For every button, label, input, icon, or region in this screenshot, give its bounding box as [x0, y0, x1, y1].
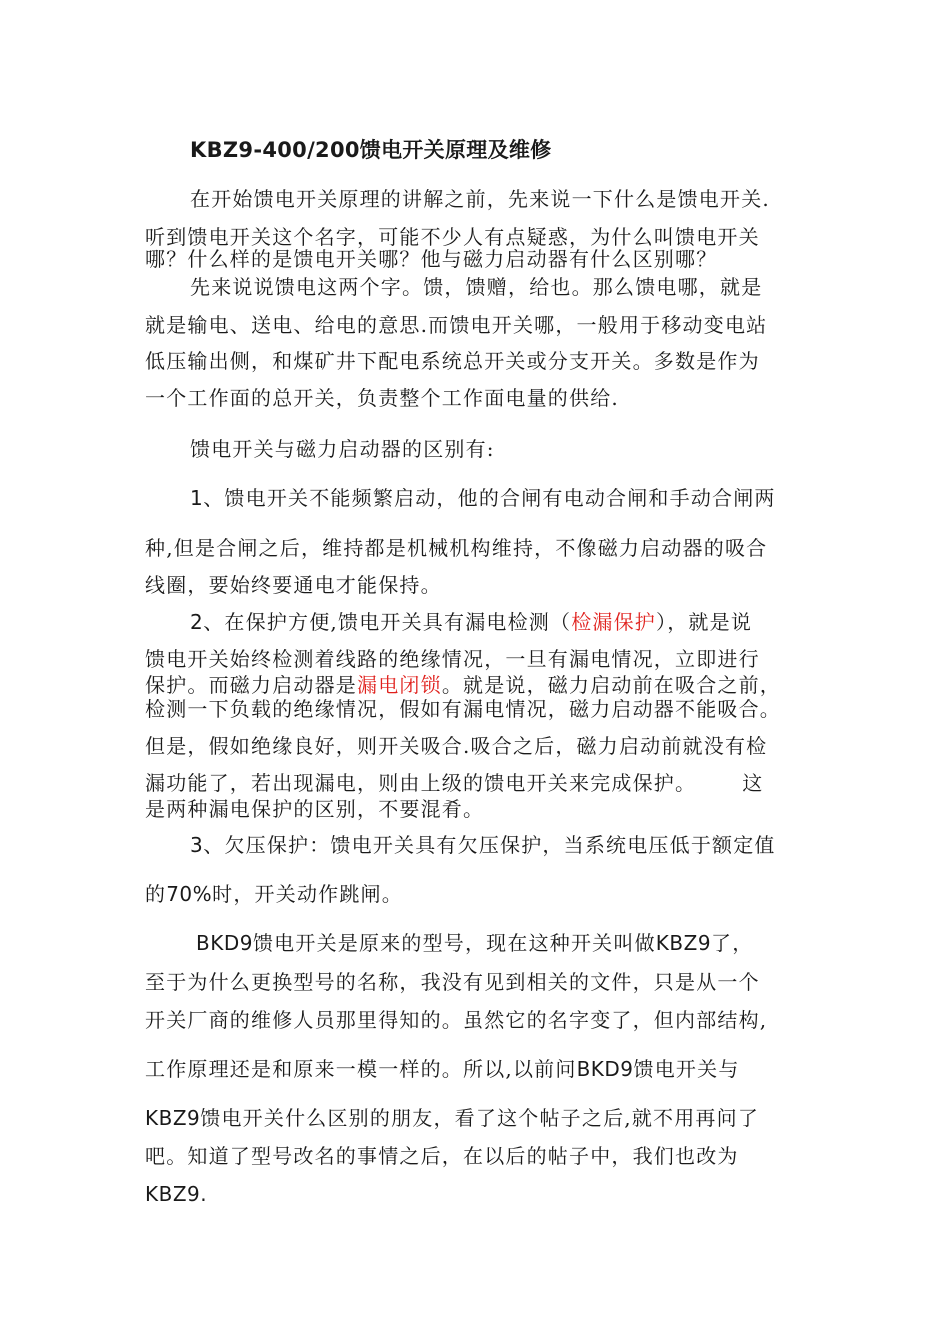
paragraph-4-line-7 — [145, 1182, 207, 1206]
paragraph-4-line-2: 至于为什么更换型号的名称，我没有见到相关的文件，只是从一个 — [145, 970, 760, 994]
paragraph-4-line-5-text: 馈电开关什么区别的朋友，看了这个帖子之后,就不用再问了 — [200, 1106, 760, 1130]
paragraph-4-line-1-text-b: 了， — [711, 931, 754, 955]
item-2-line-3-text-a: 保护。而磁力启动器是 — [145, 673, 357, 697]
paragraph-4-line-3: 开关厂商的维修人员那里得知的。虽然它的名字变了，但内部结构, — [145, 1008, 768, 1032]
model-bkd9: BKD9 — [196, 931, 253, 955]
paragraph-2-line-2: 就是输电、送电、给电的意思.而馈电开关哪，一般用于移动变电站 — [145, 313, 768, 337]
item-2-line-4: 检测一下负载的绝缘情况，假如有漏电情况，磁力启动器不能吸合。 — [145, 697, 781, 721]
item-2-number: 2 — [190, 610, 204, 634]
item-1-text: 、馈电开关不能频繁启动，他的合闸有电动合闸和手动合闸两 — [203, 486, 776, 510]
leak-detection-protection-term: 检漏保护 — [571, 610, 657, 634]
item-1-line-1 — [190, 486, 776, 510]
model-bkd9: BKD9 — [576, 1057, 634, 1081]
item-3-line-2-text-b: 时，开关动作跳闸。 — [212, 882, 403, 906]
item-2-line-5: 但是，假如绝缘良好，则开关吸合.吸合之后，磁力启动前就没有检 — [145, 734, 768, 758]
item-2-line-6-text-b: 这 — [742, 771, 764, 795]
paragraph-4-line-1 — [196, 931, 753, 955]
item-2-line-6-text-a: 漏功能了，若出现漏电，则由上级的馈电开关来完成保护。 — [145, 771, 697, 795]
item-2-line-3-text-b: 。就是说，磁力启动前在吸合之前， — [441, 673, 782, 697]
paragraph-1-line-1: 在开始馈电开关原理的讲解之前，先来说一下什么是馈电开关. — [190, 187, 770, 211]
paragraph-4-line-5 — [145, 1106, 759, 1130]
item-2-text-a: 、在保护方便,馈电开关具有漏电检测（ — [203, 610, 572, 634]
paragraph-3: 馈电开关与磁力启动器的区别有: — [190, 437, 495, 461]
model-kbz9: KBZ9 — [145, 1106, 201, 1130]
leakage-lockout-term: 漏电闭锁 — [357, 673, 442, 697]
paragraph-1-line-2: 听到馈电开关这个名字，可能不少人有点疑惑，为什么叫馈电开关 — [145, 225, 760, 249]
item-3-line-2-text-a: 的 — [145, 882, 167, 906]
item-3-line-2 — [145, 882, 403, 906]
item-3-text: 、欠压保护：馈电开关具有欠压保护，当系统电压低于额定值 — [203, 833, 776, 857]
item-1-line-3: 线圈，要始终要通电才能保持。 — [145, 573, 442, 597]
item-2-line-6 — [145, 771, 763, 795]
item-1-line-2: 种,但是合闸之后，维持都是机械机构维持，不像磁力启动器的吸合 — [145, 536, 768, 560]
item-2-line-2: 馈电开关始终检测着线路的绝缘情况，一旦有漏电情况，立即进行 — [145, 647, 760, 671]
paragraph-1-line-3: 哪？什么样的是馈电开关哪？他与磁力启动器有什么区别哪？ — [145, 247, 718, 271]
paragraph-2-line-4: 一个工作面的总开关，负责整个工作面电量的供给. — [145, 386, 619, 410]
item-1-number: 1 — [190, 486, 204, 510]
paragraph-4-line-4-text-a: 工作原理还是和原来一模一样的。所以,以前问 — [145, 1057, 577, 1081]
item-3-number: 3 — [190, 833, 204, 857]
paragraph-4-line-1-text-a: 馈电开关是原来的型号，现在这种开关叫做 — [252, 931, 656, 955]
item-2-line-1 — [190, 610, 752, 634]
paragraph-4-line-4-text-b: 馈电开关与 — [633, 1057, 740, 1081]
paragraph-2-line-3: 低压输出侧，和煤矿井下配电系统总开关或分支开关。多数是作为 — [145, 349, 760, 373]
paragraph-2-line-1: 先来说说馈电这两个字。馈，馈赠，给也。那么馈电哪，就是 — [190, 275, 763, 299]
paragraph-4-line-6: 吧。知道了型号改名的事情之后，在以后的帖子中，我们也改为 — [145, 1144, 739, 1168]
percentage-value: 70% — [166, 882, 213, 906]
model-kbz9: KBZ9. — [145, 1182, 208, 1206]
model-kbz9: KBZ9 — [655, 931, 712, 955]
item-3-line-1 — [190, 833, 776, 857]
item-2-line-7: 是两种漏电保护的区别，不要混肴。 — [145, 797, 485, 821]
document-title: KBZ9-400/200馈电开关原理及维修 — [190, 138, 552, 162]
paragraph-4-line-4 — [145, 1057, 740, 1081]
item-2-line-3 — [145, 673, 781, 697]
item-2-text-b: ），就是说 — [656, 610, 753, 634]
